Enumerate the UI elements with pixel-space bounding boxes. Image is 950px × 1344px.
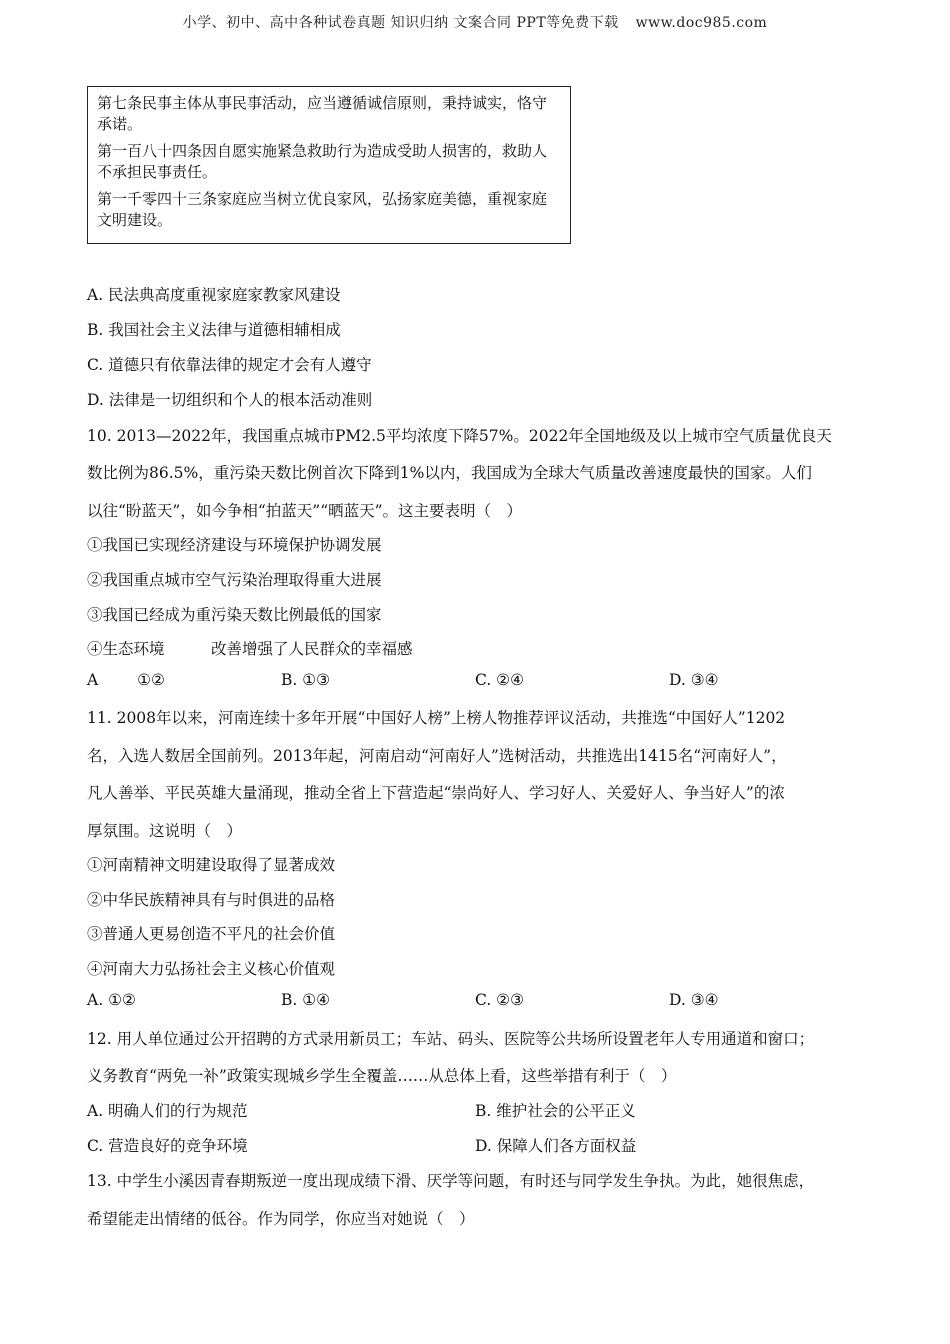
choice-letter: A.	[87, 991, 104, 1009]
choice-text: ②④	[496, 671, 524, 689]
law-article-1043: 第一千零四十三条家庭应当树立优良家风，弘扬家庭美德，重视家庭文明建设。	[97, 190, 548, 229]
q9-option-a[interactable]: A. 民法典高度重视家庭家教家风建设	[87, 286, 341, 304]
q12-stem-line: 义务教育“两免一补”政策实现城乡学生全覆盖……从总体上看，这些举措有利于（ ）	[87, 1067, 677, 1085]
choice-letter: A	[87, 671, 99, 689]
q9-option-b[interactable]: B. 我国社会主义法律与道德相辅相成	[87, 321, 341, 339]
q10-choice-c[interactable]	[475, 671, 524, 689]
choice-text: ③④	[690, 991, 719, 1009]
q10-stem-line: 10. 2013—2022年，我国重点城市PM2.5平均浓度下降57%。2022年全国地级及以上城市空气质量优良天	[87, 427, 832, 445]
q11-choice-b[interactable]	[281, 991, 330, 1009]
q12-choice-a[interactable]: A. 明确人们的行为规范	[87, 1102, 248, 1120]
choice-letter: B.	[281, 671, 298, 689]
law-excerpt-box	[87, 86, 571, 244]
q11-item-4: ④河南大力弘扬社会主义核心价值观	[87, 960, 336, 978]
choice-letter: B.	[281, 991, 298, 1009]
header-url[interactable]: www.doc985.com	[635, 15, 768, 31]
q10-choice-b[interactable]	[281, 671, 330, 689]
choice-text: ①②	[108, 991, 136, 1009]
q12-choice-d[interactable]: D. 保障人们各方面权益	[475, 1137, 637, 1155]
q10-choice-a[interactable]	[87, 671, 165, 689]
q11-stem-line: 11. 2008年以来，河南连续十多年开展“中国好人榜”上榜人物推荐评议活动，共推选“中国好人”1202	[87, 709, 786, 727]
q12-stem-line: 12. 用人单位通过公开招聘的方式录用新员工；车站、码头、医院等公共场所设置老年人专用通道和窗口；	[87, 1030, 815, 1048]
choice-letter: D.	[669, 671, 686, 689]
q11-stem-line: 名，入选人数居全国前列。2013年起，河南启动“河南好人”选树活动，共推选出1415名“河南好人”，	[87, 747, 787, 765]
q10-stem-line: 数比例为86.5%，重污染天数比例首次下降到1%以内，我国成为全球大气质量改善速度最快的国家。人们	[87, 464, 812, 482]
choice-letter: C.	[475, 991, 492, 1009]
q12-choice-c[interactable]: C. 营造良好的竞争环境	[87, 1137, 248, 1155]
q10-choice-d[interactable]	[669, 671, 719, 689]
choice-text: ①④	[302, 991, 331, 1009]
choice-text: ①②	[137, 671, 165, 689]
choice-text: ①③	[302, 671, 331, 689]
q11-item-3: ③普通人更易创造不平凡的社会价值	[87, 925, 336, 943]
q11-choice-c[interactable]	[475, 991, 524, 1009]
q9-option-d[interactable]: D. 法律是一切组织和个人的根本活动准则	[87, 391, 373, 409]
law-article-7: 第七条民事主体从事民事活动，应当遵循诚信原则，秉持诚实，恪守承诺。	[97, 94, 548, 133]
q13-stem-line: 13. 中学生小溪因青春期叛逆一度出现成绩下滑、厌学等问题，有时还与同学发生争执。为此，她很焦虑，	[87, 1172, 815, 1190]
q11-item-1: ①河南精神文明建设取得了显著成效	[87, 856, 336, 874]
law-article-184: 第一百八十四条因自愿实施紧急救助行为造成受助人损害的，救助人不承担民事责任。	[97, 142, 548, 181]
choice-text: ③④	[690, 671, 719, 689]
q10-item-1: ①我国已实现经济建设与环境保护协调发展	[87, 536, 382, 554]
q11-stem-line: 厚氛围。这说明（ ）	[87, 822, 243, 840]
q11-choice-a[interactable]	[87, 991, 136, 1009]
q10-stem-line: 以往“盼蓝天”，如今争相“拍蓝天”“晒蓝天”。这主要表明（ ）	[87, 502, 523, 520]
choice-letter: D.	[669, 991, 686, 1009]
site-header	[0, 12, 950, 32]
q10-item-2: ②我国重点城市空气污染治理取得重大进展	[87, 571, 382, 589]
q10-item-3: ③我国已经成为重污染天数比例最低的国家	[87, 606, 382, 624]
header-slogan: 小学、初中、高中各种试卷真题 知识归纳 文案合同 PPT等免费下载	[182, 15, 619, 31]
q11-item-2: ②中华民族精神具有与时俱进的品格	[87, 891, 336, 909]
q11-stem-line: 凡人善举、平民英雄大量涌现，推动全省上下营造起“崇尚好人、学习好人、关爱好人、争当好人”的浓	[87, 784, 785, 802]
choice-text: ②③	[496, 991, 524, 1009]
q10-item-4: ④生态环境 改善增强了人民群众的幸福感	[87, 640, 413, 658]
q13-stem-line: 希望能走出情绪的低谷。作为同学，你应当对她说（ ）	[87, 1210, 475, 1228]
q12-choice-b[interactable]: B. 维护社会的公平正义	[475, 1102, 636, 1120]
q11-choice-d[interactable]	[669, 991, 719, 1009]
q9-option-c[interactable]: C. 道德只有依靠法律的规定才会有人遵守	[87, 356, 372, 374]
choice-letter: C.	[475, 671, 492, 689]
